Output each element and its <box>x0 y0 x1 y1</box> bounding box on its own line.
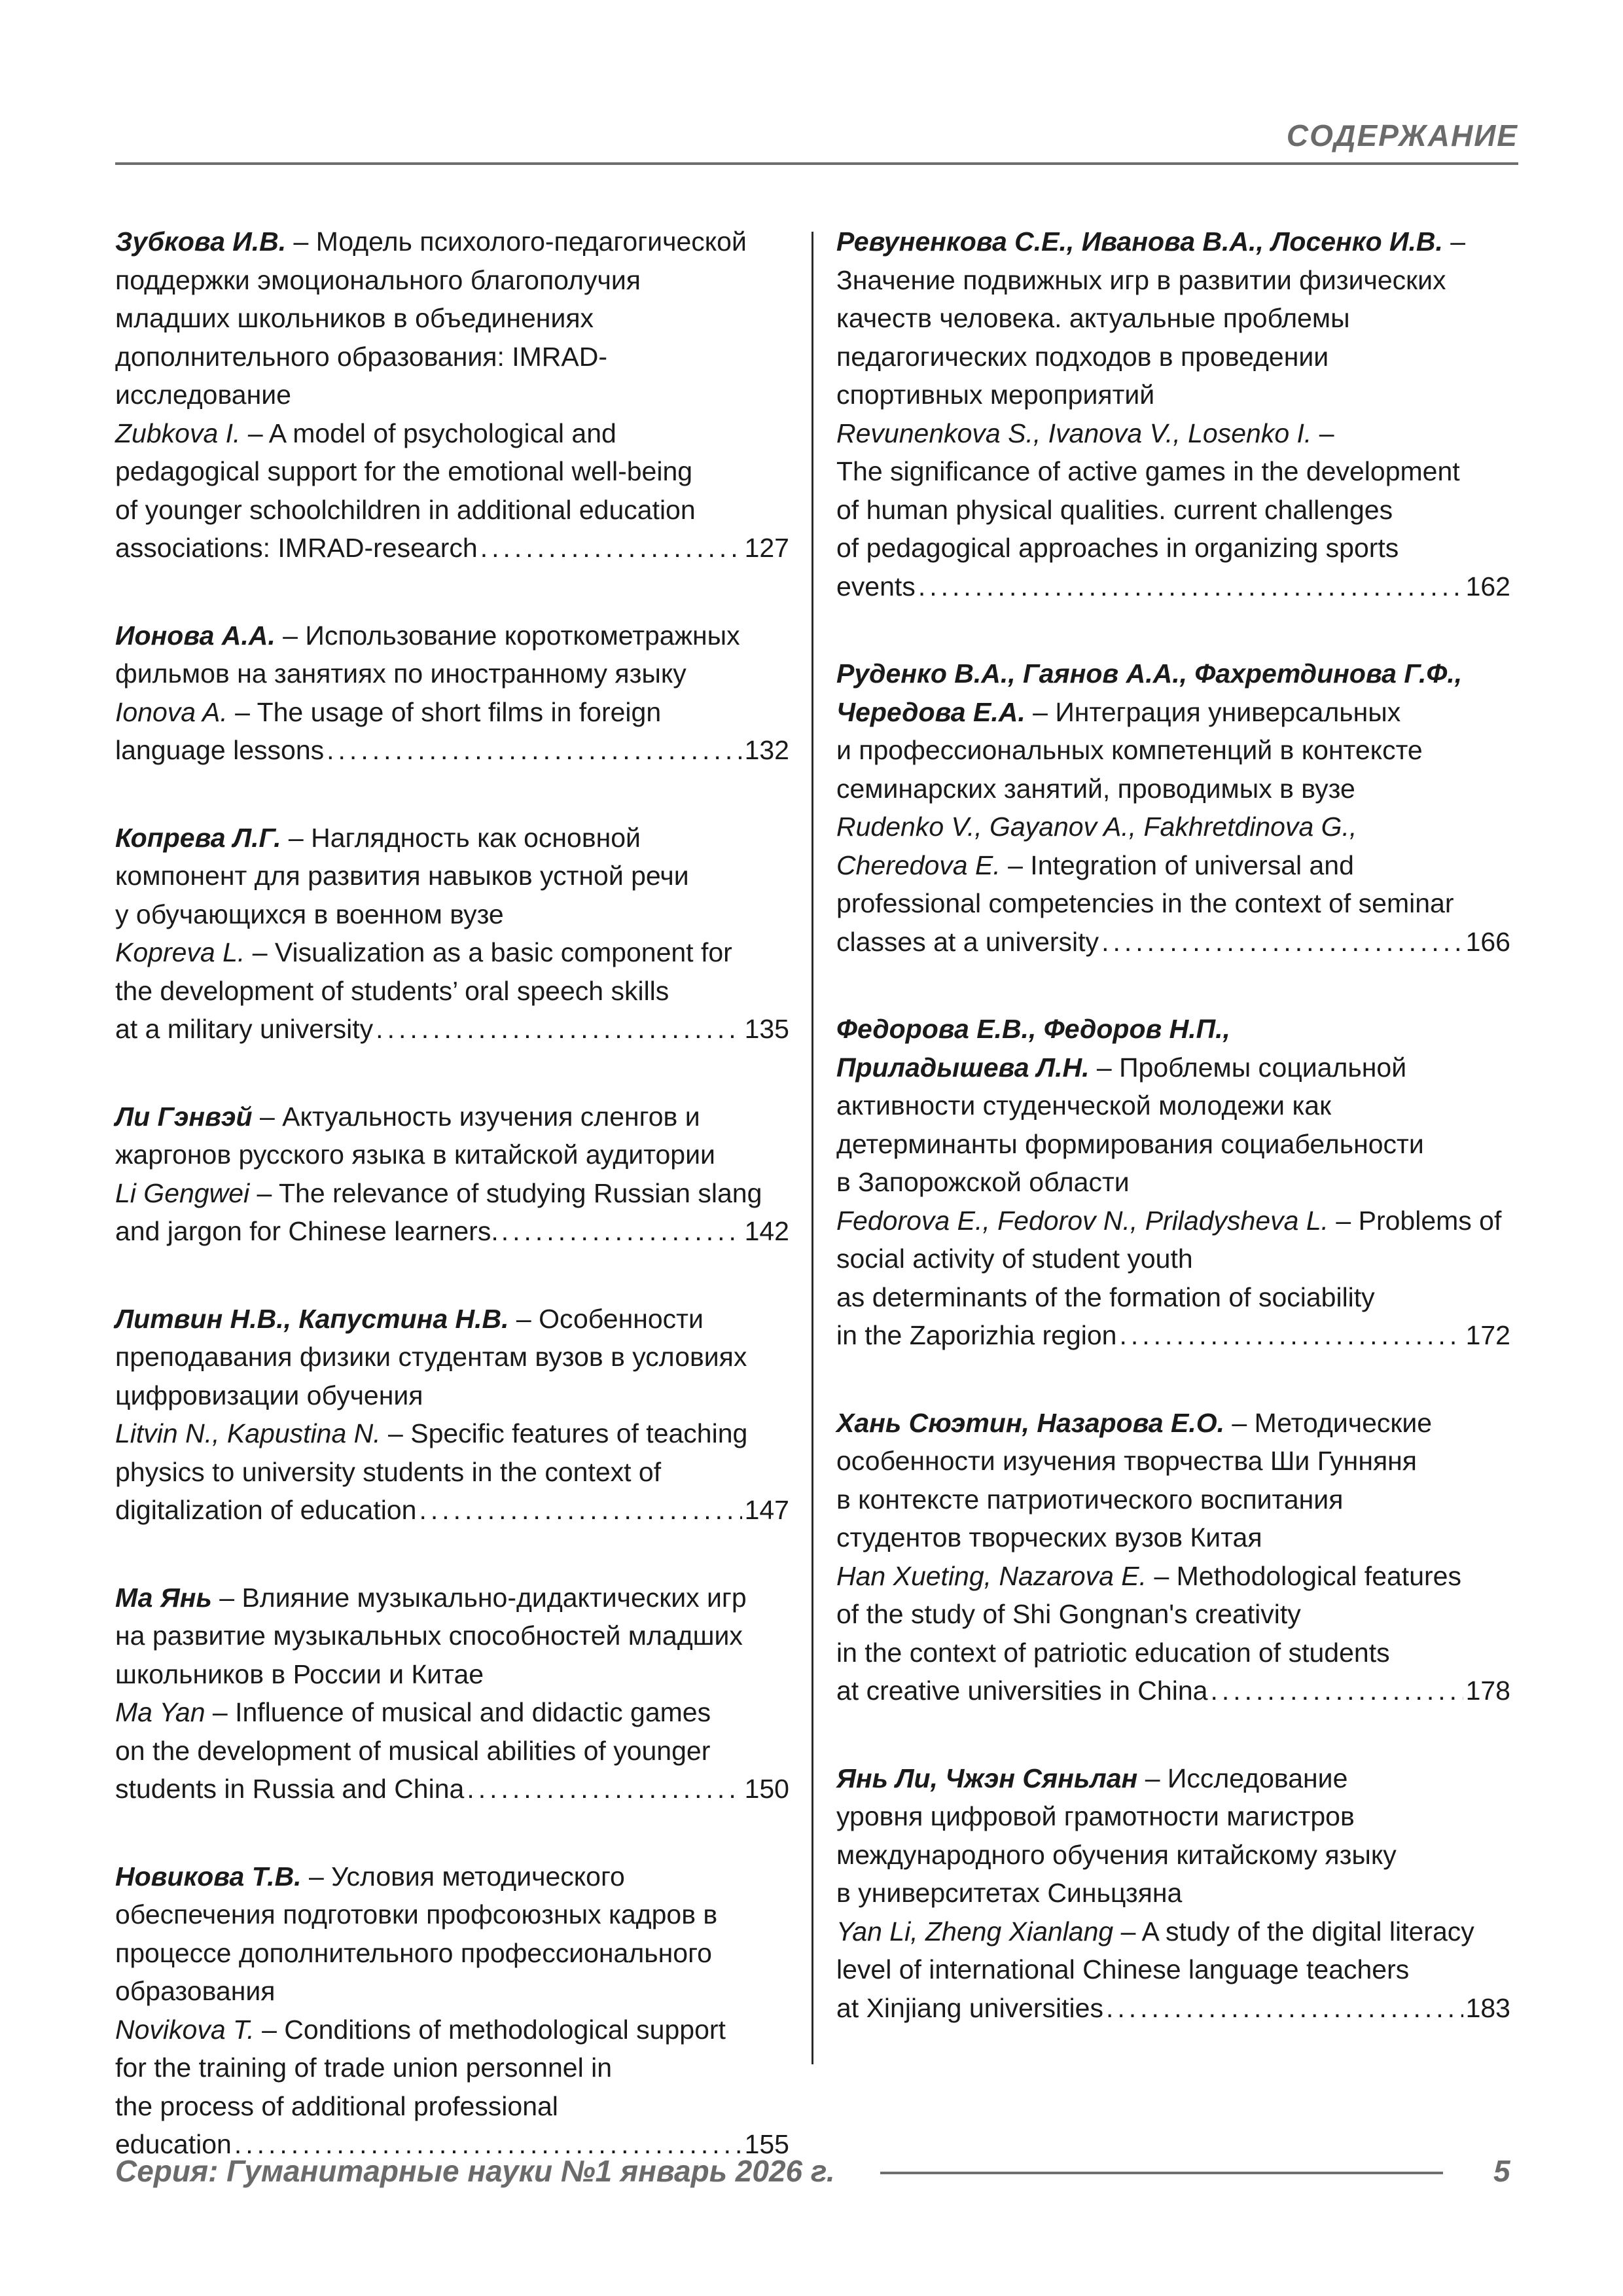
en-title-last-line: classes at a university <box>836 926 1099 957</box>
ru-authors: Руденко В.А., Гаянов А.А., Фахретдинова Г.Ф., <box>836 658 1463 689</box>
ru-authors: Ма Янь <box>115 1582 212 1613</box>
ru-title: – Интеграция универсальных <box>1025 696 1401 727</box>
ru-authors: Зубкова И.В. <box>115 226 287 257</box>
en-authors: Ma Yan <box>115 1697 205 1727</box>
en-title: – <box>1311 418 1334 448</box>
en-authors: Cheredova E. <box>836 850 1001 880</box>
toc-page-number[interactable]: 147 <box>744 1495 789 1525</box>
toc-entry[interactable] <box>115 1579 789 1808</box>
en-line <box>115 693 789 732</box>
ru-line <box>115 1857 789 1896</box>
en-title-line: social activity of student youth <box>836 1244 1193 1274</box>
ru-authors: Федорова Е.В., Федоров Н.П., <box>836 1014 1230 1044</box>
ru-title-line: спортивных мероприятий <box>836 380 1155 410</box>
en-line <box>115 2011 789 2049</box>
toc-page-number[interactable]: 162 <box>1465 571 1510 601</box>
toc-page-number[interactable]: 142 <box>744 1216 789 1246</box>
en-authors: Ionova A. <box>115 696 228 727</box>
ru-line <box>115 1579 789 1617</box>
toc-page-number[interactable]: 172 <box>1465 1320 1510 1350</box>
footer-rule <box>880 2172 1443 2174</box>
dot-leader <box>1210 1672 1463 1710</box>
en-line <box>115 1693 789 1732</box>
en-line <box>836 808 1510 846</box>
en-title: – Influence of musical and didactic games <box>205 1697 711 1727</box>
ru-title-line: особенности изучения творчества Ши Гунняня <box>836 1446 1418 1476</box>
ru-authors: Приладышева Л.Н. <box>836 1052 1090 1083</box>
toc-entry[interactable] <box>115 223 789 567</box>
en-title: – A model of psychological and <box>240 418 616 448</box>
dot-leader <box>918 567 1463 606</box>
en-line <box>836 1912 1510 1951</box>
ru-title-line: фильмов на занятиях по иностранному языку <box>115 658 687 689</box>
en-authors: Han Xueting, Nazarova E. <box>836 1560 1147 1591</box>
en-authors: Li Gengwei <box>115 1177 250 1208</box>
ru-line <box>115 819 789 857</box>
toc-entry[interactable] <box>836 223 1510 605</box>
en-authors: Fedorova E., Fedorov N., Priladysheva L. <box>836 1205 1329 1236</box>
en-line <box>115 933 789 972</box>
toc-page-number[interactable]: 135 <box>744 1014 789 1044</box>
ru-title-line: международного обучения китайскому языку <box>836 1839 1397 1870</box>
ru-title: – Исследование <box>1137 1763 1348 1793</box>
toc-page-number[interactable]: 166 <box>1465 926 1510 957</box>
en-line <box>836 1202 1510 1240</box>
ru-title: – Наглядность как основной <box>281 822 641 853</box>
ru-authors: Новикова Т.В. <box>115 1861 302 1892</box>
toc-leader-line <box>836 1316 1510 1355</box>
ru-title: – <box>1442 226 1466 257</box>
toc-leader-line <box>115 1491 789 1530</box>
en-title-last-line: at Xinjiang universities <box>836 1992 1103 2023</box>
en-title-line: the development of students’ oral speech skills <box>115 975 669 1006</box>
ru-line <box>115 223 789 261</box>
en-authors: Zubkova I. <box>115 418 241 448</box>
ru-title: – Проблемы социальной <box>1089 1052 1407 1083</box>
toc-entry[interactable] <box>836 1404 1510 1710</box>
ru-title-line: цифровизации обучения <box>115 1380 423 1410</box>
toc-leader-line <box>115 1010 789 1049</box>
ru-line <box>836 1404 1510 1443</box>
toc-leader-line <box>115 1770 789 1808</box>
ru-line <box>836 223 1510 261</box>
ru-authors: Хань Сюэтин, Назарова Е.О. <box>836 1407 1225 1438</box>
header-rule <box>115 162 1518 165</box>
ru-title-line: исследование <box>115 380 291 410</box>
dot-leader <box>467 1770 741 1808</box>
toc-page-number[interactable]: 150 <box>744 1774 789 1804</box>
en-line <box>115 1414 789 1453</box>
ru-line <box>836 1010 1510 1049</box>
dot-leader <box>327 731 741 770</box>
ru-authors: Копрева Л.Г. <box>115 822 281 853</box>
ru-title: – Влияние музыкально-дидактических игр <box>211 1582 747 1613</box>
toc-leader-line <box>115 731 789 770</box>
en-authors: Kopreva L. <box>115 937 245 967</box>
toc-entry[interactable] <box>115 1857 789 2164</box>
toc-page-number[interactable]: 183 <box>1465 1992 1510 2023</box>
ru-title-line: на развитие музыкальных способностей младших <box>115 1621 743 1651</box>
toc-leader-line <box>836 567 1510 606</box>
en-title-line: physics to university students in the context of <box>115 1456 662 1487</box>
en-authors: Novikova T. <box>115 2014 255 2045</box>
en-title: – Specific features of teaching <box>380 1418 748 1448</box>
en-title-line: of human physical qualities. current challenges <box>836 494 1393 525</box>
en-title: – Methodological features <box>1147 1560 1461 1591</box>
dot-leader <box>1106 1989 1463 2028</box>
en-title-line: professional competencies in the context of seminar <box>836 888 1454 918</box>
en-title-last-line: education <box>115 2129 232 2159</box>
ru-title-line: компонент для развития навыков устной речи <box>115 861 689 891</box>
en-title-line: of pedagogical approaches in organizing sports <box>836 533 1399 563</box>
en-title: – Problems of <box>1329 1205 1502 1236</box>
ru-line <box>115 1098 789 1136</box>
ru-title-line: качеств человека. актуальные проблемы <box>836 303 1350 333</box>
toc-entry[interactable] <box>836 1010 1510 1355</box>
ru-title-line: в контексте патриотического воспитания <box>836 1484 1344 1515</box>
en-title-line: for the training of trade union personnel in <box>115 2053 613 2083</box>
en-title-last-line: students in Russia and China <box>115 1774 465 1804</box>
column-divider <box>812 232 813 2064</box>
en-title-line: level of international Chinese language teachers <box>836 1954 1410 1984</box>
ru-line <box>836 655 1510 693</box>
toc-entry[interactable] <box>836 1759 1510 2028</box>
ru-line <box>836 693 1510 732</box>
toc-leader-line <box>836 1672 1510 1710</box>
toc-page-number[interactable]: 155 <box>744 2129 789 2159</box>
toc-leader-line <box>115 529 789 567</box>
ru-line <box>115 617 789 655</box>
ru-title-line: и профессиональных компетенций в контексте <box>836 735 1423 765</box>
en-title-line: the process of additional professional <box>115 2090 558 2121</box>
en-line <box>115 1174 789 1213</box>
en-line <box>836 1557 1510 1596</box>
page-number: 5 <box>1493 2154 1510 2188</box>
ru-title-line: поддержки эмоционального благополучия <box>115 264 641 295</box>
en-title: – Conditions of methodological support <box>254 2014 726 2045</box>
en-title-last-line: associations: IMRAD-research <box>115 533 478 563</box>
ru-title-line: детерминанты формирования социабельности <box>836 1128 1424 1159</box>
en-authors: Yan Li, Zheng Xianlang <box>836 1916 1114 1946</box>
ru-title-line: педагогических подходов в проведении <box>836 341 1329 372</box>
toc-entry[interactable] <box>115 1098 789 1251</box>
en-title: – The usage of short films in foreign <box>227 696 662 727</box>
ru-title-line: дополнительного образования: IMRAD- <box>115 341 608 372</box>
toc-entry[interactable] <box>115 819 789 1049</box>
ru-title-line: обеспечения подготовки профсоюзных кадров в <box>115 1899 718 1929</box>
toc-page-number[interactable]: 127 <box>744 533 789 563</box>
en-title-last-line: and jargon for Chinese learners. <box>115 1216 499 1246</box>
toc-leader-line <box>836 923 1510 961</box>
dot-leader <box>376 1010 741 1049</box>
en-title-line: on the development of musical abilities of younger <box>115 1735 711 1766</box>
toc-entry[interactable] <box>836 655 1510 961</box>
ru-line <box>836 1759 1510 1798</box>
ru-authors: Ли Гэнвэй <box>115 1101 253 1132</box>
en-title-line: in the context of patriotic education of students <box>836 1637 1390 1668</box>
ru-title-line: жаргонов русского языка в китайской аудитории <box>115 1139 715 1170</box>
dot-leader <box>419 1491 741 1530</box>
dot-leader <box>1101 923 1463 961</box>
ru-title: – Методические <box>1224 1407 1433 1438</box>
toc-page-number[interactable]: 132 <box>744 735 789 765</box>
en-title-line: as determinants of the formation of sociability <box>836 1282 1375 1312</box>
en-title-line: of younger schoolchildren in additional education <box>115 494 696 525</box>
en-title-last-line: in the Zaporizhia region <box>836 1320 1117 1350</box>
ru-title-line: уровня цифровой грамотности магистров <box>836 1801 1355 1831</box>
en-title-last-line: at a military university <box>115 1014 374 1044</box>
ru-title-line: в университетах Синьцзяна <box>836 1878 1183 1908</box>
ru-title: – Условия методического <box>301 1861 625 1892</box>
en-title-last-line: at creative universities in China <box>836 1676 1208 1706</box>
footer-series-title: Серия: Гуманитарные науки №1 январь 2026 г. <box>115 2154 835 2188</box>
ru-authors: Янь Ли, Чжэн Сяньлан <box>836 1763 1138 1793</box>
en-line <box>836 846 1510 885</box>
en-title-last-line: language lessons <box>115 735 325 765</box>
en-title-line: of the study of Shi Gongnan's creativity <box>836 1599 1301 1629</box>
header-title: СОДЕРЖАНИЕ <box>1286 118 1518 152</box>
ru-authors: Чередова Е.А. <box>836 696 1026 727</box>
ru-title: – Актуальность изучения сленгов и <box>252 1101 700 1132</box>
ru-authors: Ревуненкова С.Е., Иванова В.А., Лосенко И.В. <box>836 226 1443 257</box>
ru-title-line: преподавания физики студентам вузов в условиях <box>115 1342 747 1372</box>
ru-title-line: семинарских занятий, проводимых в вузе <box>836 773 1355 804</box>
ru-title: – Модель психолого-педагогической <box>286 226 747 257</box>
ru-title-line: студентов творческих вузов Китая <box>836 1522 1262 1552</box>
ru-title-line: активности студенческой молодежи как <box>836 1090 1332 1121</box>
toc-right-column <box>836 223 1510 2027</box>
en-title: – Integration of universal and <box>1000 850 1354 880</box>
ru-authors: Литвин Н.В., Капустина Н.В. <box>115 1303 509 1334</box>
en-title-last-line: digitalization of education <box>115 1495 417 1525</box>
ru-title-line: младших школьников в объединениях <box>115 303 594 333</box>
dot-leader <box>501 1212 742 1251</box>
ru-authors: Ионова А.А. <box>115 620 276 651</box>
en-title-last-line: events <box>836 571 916 601</box>
ru-title-line: у обучающихся в военном вузе <box>115 899 504 929</box>
toc-entry[interactable] <box>115 1300 789 1530</box>
dot-leader <box>1119 1316 1463 1355</box>
ru-title: – Использование короткометражных <box>275 620 740 651</box>
ru-title-line: в Запорожской области <box>836 1167 1130 1197</box>
en-title: – Visualization as a basic component for <box>245 937 732 967</box>
toc-leader-line <box>836 1989 1510 2028</box>
en-title-line: The significance of active games in the development <box>836 456 1460 486</box>
ru-title-line: Значение подвижных игр в развитии физических <box>836 264 1446 295</box>
en-authors: Litvin N., Kapustina N. <box>115 1418 381 1448</box>
ru-title-line: школьников в России и Китае <box>115 1659 484 1689</box>
toc-leader-line <box>115 1212 789 1251</box>
ru-title: – Особенности <box>508 1303 704 1334</box>
en-line <box>836 414 1510 453</box>
dot-leader <box>480 529 742 567</box>
ru-line <box>836 1049 1510 1087</box>
en-authors: Rudenko V., Gayanov A., Fakhretdinova G., <box>836 812 1357 842</box>
en-title: – A study of the digital literacy <box>1113 1916 1474 1946</box>
toc-left-column <box>115 223 789 2164</box>
ru-title-line: образования <box>115 1976 276 2006</box>
toc-entry[interactable] <box>115 617 789 770</box>
en-authors: Revunenkova S., Ivanova V., Losenko I. <box>836 418 1312 448</box>
ru-line <box>115 1300 789 1338</box>
en-line <box>115 414 789 453</box>
en-title: – The relevance of studying Russian slang <box>249 1177 762 1208</box>
ru-title-line: процессе дополнительного профессионального <box>115 1937 712 1968</box>
en-title-line: pedagogical support for the emotional well-being <box>115 456 693 486</box>
toc-page-number[interactable]: 178 <box>1465 1676 1510 1706</box>
